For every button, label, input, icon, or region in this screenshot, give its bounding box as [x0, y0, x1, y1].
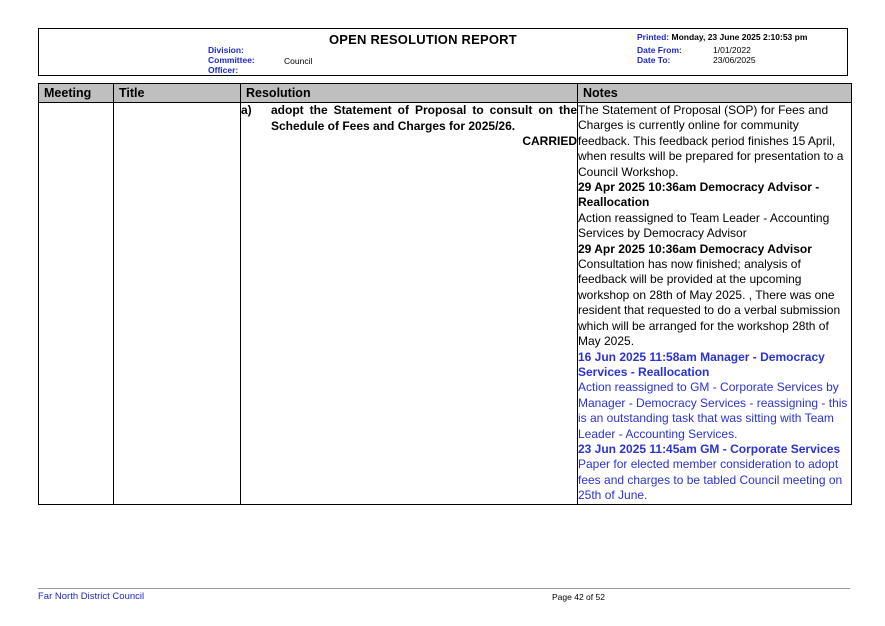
- date-from-label: Date From:: [637, 45, 682, 55]
- column-header-resolution: Resolution: [241, 84, 578, 103]
- resolution-text: adopt the Statement of Proposal to consult on the Schedule of Fees and Charges for 2025/26.: [271, 103, 577, 133]
- footer-divider: [38, 588, 850, 589]
- date-from-value: 1/01/2022: [713, 45, 751, 55]
- table-row: [39, 103, 852, 505]
- column-header-notes: Notes: [578, 84, 852, 103]
- division-label: Division:: [208, 45, 244, 55]
- date-to-label: Date To:: [637, 55, 671, 65]
- title-cell: [114, 103, 241, 505]
- note-entry: The Statement of Proposal (SOP) for Fees and Charges is currently online for community feedback. This feedback period finishes 15 April, when results will be prepared for presentation to a Council Workshop.: [578, 103, 844, 179]
- note-entry: 23 Jun 2025 11:45am GM - Corporate Services: [578, 441, 841, 456]
- notes-cell: [578, 103, 852, 505]
- report-title: OPEN RESOLUTION REPORT: [329, 32, 517, 47]
- note-entry: Paper for elected member consideration to adopt fees and charges to be tabled Council meeting on 25th of June.: [578, 457, 843, 503]
- officer-label: Officer:: [208, 65, 239, 75]
- page-number: Page 42 of 52: [552, 592, 605, 602]
- table-header-row: [39, 84, 852, 103]
- note-entry: 16 Jun 2025 11:58am Manager - Democracy Services - Reallocation: [578, 349, 825, 379]
- resolution-item-marker: a): [241, 103, 252, 117]
- date-to-value: 23/06/2025: [713, 55, 756, 65]
- printed-label: Printed:: [637, 32, 670, 42]
- report-header: [38, 28, 848, 76]
- note-entry: Action reassigned to GM - Corporate Services by Manager - Democracy Services - reassigning - this is an outstanding task that was sitting with Team Leader - Accounting Services.: [578, 380, 848, 441]
- resolution-cell: [241, 103, 578, 505]
- footer-organization: Far North District Council: [38, 591, 145, 602]
- column-header-meeting: Meeting: [39, 84, 114, 103]
- meeting-cell: [39, 103, 114, 505]
- column-header-title: Title: [114, 84, 241, 103]
- printed-value: Monday, 23 June 2025 2:10:53 pm: [671, 32, 808, 42]
- resolution-status: CARRIED: [522, 134, 577, 148]
- committee-value: Council: [284, 56, 313, 66]
- resolution-table: [38, 83, 852, 505]
- printed-info: [637, 32, 807, 42]
- note-entry: 29 Apr 2025 10:36am Democracy Advisor - Reallocation: [578, 180, 820, 210]
- note-entry: Consultation has now finished; analysis of feedback will be provided at the upcoming workshop on 28th of May 2025. , There was one resident that requested to do a verbal submission which will be arranged for the workshop 28th of May 2025.: [578, 257, 841, 349]
- note-entry: Action reassigned to Team Leader - Accounting Services by Democracy Advisor: [578, 210, 830, 241]
- committee-label: Committee:: [208, 55, 255, 65]
- note-entry: 29 Apr 2025 10:36am Democracy Advisor: [578, 241, 812, 256]
